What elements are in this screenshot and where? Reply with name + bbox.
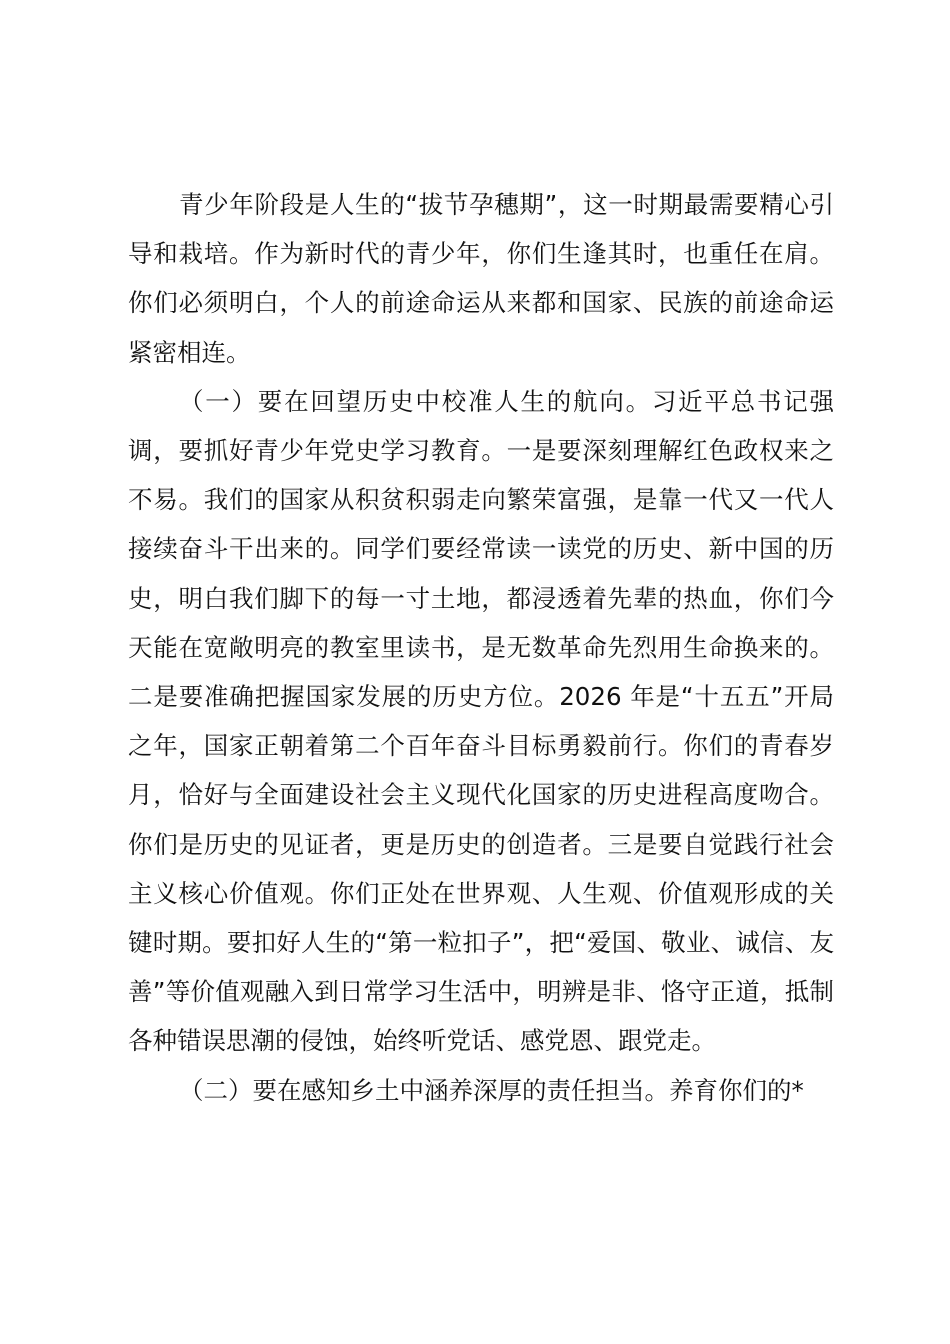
paragraph-section-one: （一）要在回望历史中校准人生的航向。习近平总书记强调，要抓好青少年党史学习教育。一是要深刻理解红色政权来之不易。我们的国家从积贫积弱走向繁荣富强，是靠一代又一代人接续奋斗干出来的。同学们要经常读一读党的历史、新中国的历史，明白我们脚下的每一寸土地，都浸透着先辈的热血，你们今天能在宽敞明亮的教室里读书，是无数革命先烈用生命换来的。二是要准确把握国家发展的历史方位。2026 年是“十五五”开局之年，国家正朝着第二个百年奋斗目标勇毅前行。你们的青春岁月，恰好与全面建设社会主义现代化国家的历史进程高度吻合。你们是历史的见证者，更是历史的创造者。三是要自觉践行社会主义核心价值观。你们正处在世界观、人生观、价值观形成的关键时期。要扣好人生的“第一粒扣子”，把“爱国、敬业、诚信、友善”等价值观融入到日常学习生活中，明辨是非、恪守正道，抵制各种错误思潮的侵蚀，始终听党话、感党恩、跟党走。 — [128, 386, 834, 1056]
document-body — [128, 180, 834, 1115]
paragraph-intro: 青少年阶段是人生的“拔节孕穗期”，这一时期最需要精心引导和栽培。作为新时代的青少年，你们生逢其时，也重任在肩。你们必须明白，个人的前途命运从来都和国家、民族的前途命运紧密相连。 — [128, 190, 834, 367]
paragraph-section-two: （二）要在感知乡土中涵养深厚的责任担当。养育你们的* — [179, 1075, 804, 1105]
